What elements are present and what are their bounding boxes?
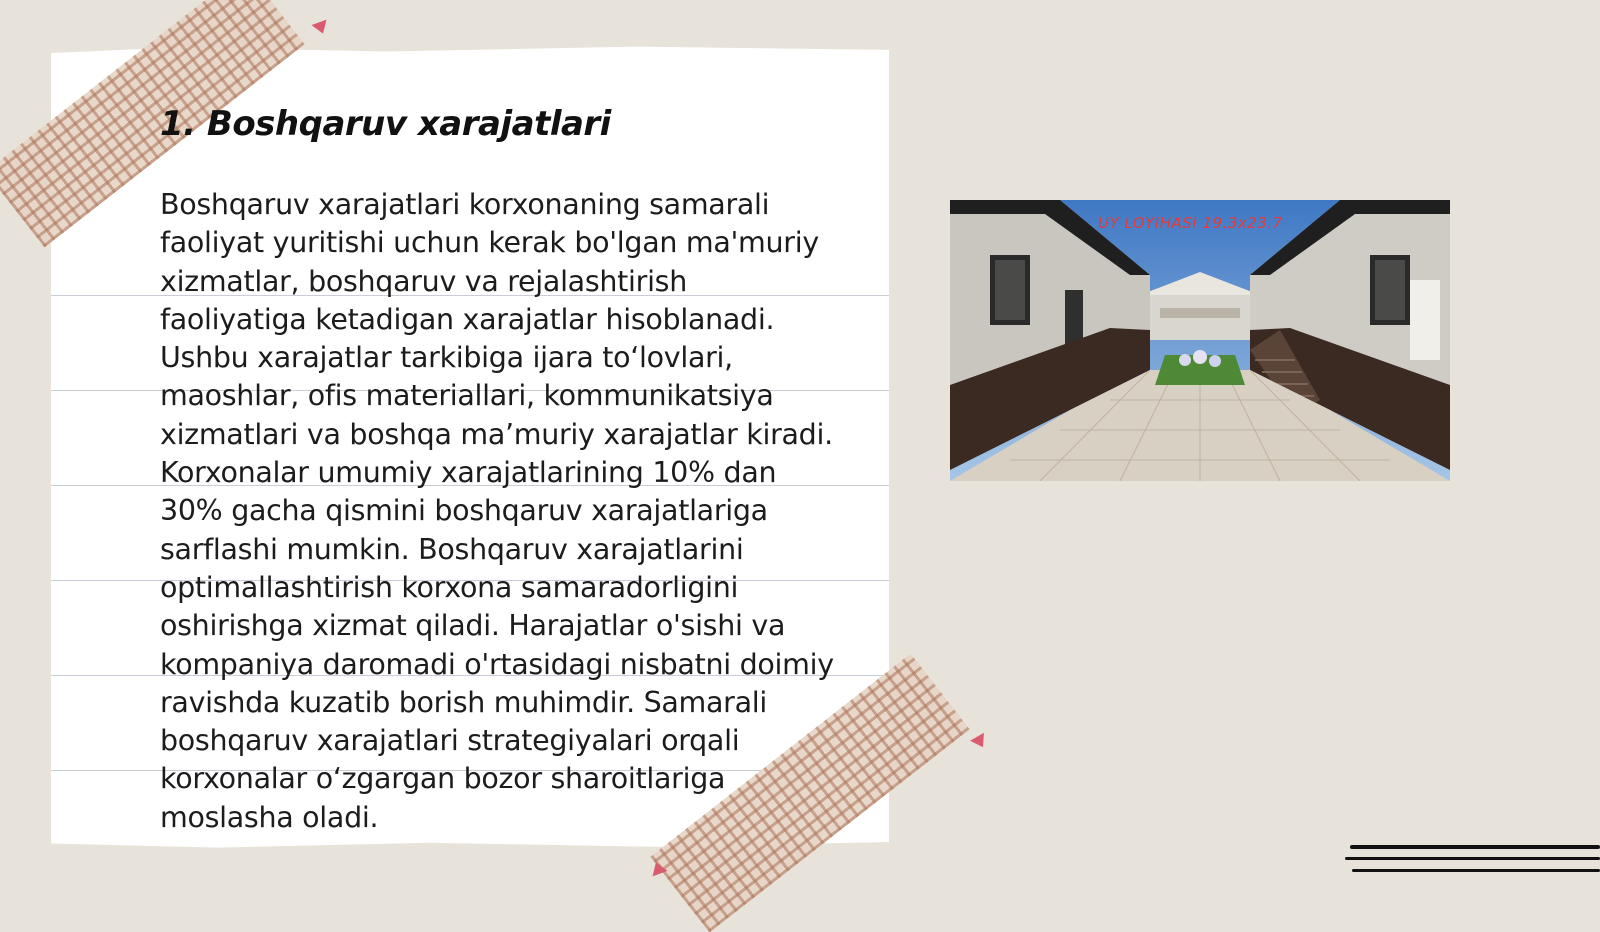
slide-body-text: Boshqaruv xarajatlari korxonaning samarali faoliyat yuritishi uchun kerak bo'lgan ma'muriy xizmatlar, boshqaruv va rejalashtirish faoliyatiga ketadigan xarajatlar hisoblanadi. Ushbu xarajatlar tarkibiga ijara to‘lovlari, maoshlar, ofis materiallari, kommunikatsiya xizmatlari va boshqa ma’muriy xarajatlar kiradi. Korxonalar umumiy xarajatlarining 10% dan 30% gacha qismini boshqaruv xarajatlariga sarflashi mumkin. Boshqaruv xarajatlarini optimallashtirish korxona samaradorligini oshirishga xizmat qiladi. Harajatlar o'sishi va kompaniya daromadi o'rtasidagi nisbatni doimiy ravishda kuzatib borish muhimdir. Samarali boshqaruv xarajatlari strategiyalari orqali korxonalar o‘zgargan bozor sharoitlariga moslasha oladi. <box>160 188 834 834</box>
courtyard-render-graphic <box>950 200 1450 481</box>
decorative-line <box>1352 869 1600 872</box>
tape-pin-icon <box>311 20 330 37</box>
slide-heading: 1. Boshqaruv xarajatlari <box>160 104 611 144</box>
image-caption: UY LOYIHASI 19.3x23.7 <box>1098 214 1283 232</box>
house-render-image <box>950 200 1450 481</box>
decorative-line <box>1350 845 1600 849</box>
decorative-line <box>1345 857 1600 860</box>
tape-pin-icon <box>970 733 990 751</box>
